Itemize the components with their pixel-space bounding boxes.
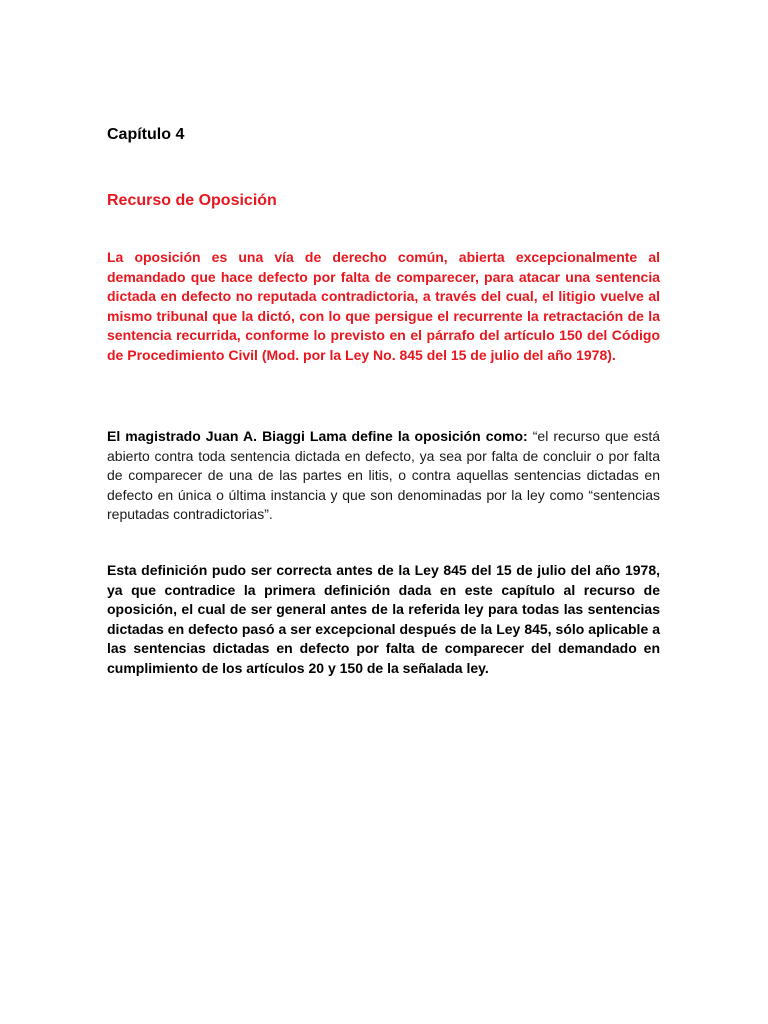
definition-paragraph: La oposición es una vía de derecho común, abierta excepcionalmente al demandado que hace defecto por falta de comparecer, para atacar una sentencia dictada en defecto no reputada contradictoria, a través del cual, el litigio vuelve al mismo tribunal que la dictó, con lo que persigue el recurrente la retractación de la sentencia recurrida, conforme lo previsto en el párrafo del artículo 150 del Código de Procedimiento Civil (Mod. por la Ley No. 845 del 15 de julio del año 1978).	[107, 249, 660, 363]
quote-paragraph	[107, 427, 660, 525]
section-title: Recurso de Oposición	[107, 192, 277, 209]
chapter-title: Capítulo 4	[107, 126, 185, 143]
quote-lead-in: El magistrado Juan A. Biaggi Lama define la oposición como:	[107, 428, 528, 444]
commentary-paragraph: Esta definición pudo ser correcta antes de la Ley 845 del 15 de julio del año 1978, ya que contradice la primera definición dada en este capítulo al recurso de oposición, el cual de ser general antes de la referida ley para todas las sentencias dictadas en defecto pasó a ser excepcional después de la Ley 845, sólo aplicable a las sentencias dictadas en defecto por falta de comparecer del demandado en cumplimiento de los artículos 20 y 150 de la señalada ley.	[107, 562, 660, 676]
quote-text: “el recurso que está abierto contra toda sentencia dictada en defecto, ya sea por falta de concluir o por falta de comparecer de una de las partes en litis, o contra aquellas sentencias dictadas en defecto en única o última instancia y que son denominadas por la ley como “sentencias reputadas contradictorias”.	[107, 428, 661, 522]
